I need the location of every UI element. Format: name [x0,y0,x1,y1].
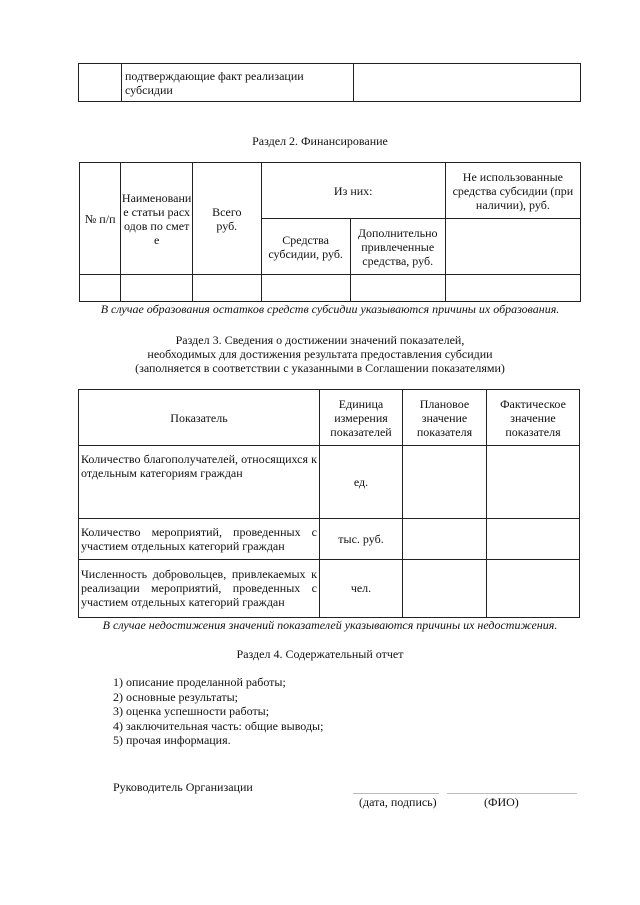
section3-note: В случае недостижения значений показателей указываются причины их недостижения. [102,618,558,632]
header-actual: Фактическое значение показателя [487,390,580,446]
section3-title-line2: необходимых для достижения результата предоставления субсидии [147,347,493,361]
list-item: 2) основные результаты; [113,689,239,704]
header-planned: Плановое значение показателя [403,390,487,446]
indicator-name: Количество благополучателей, относящихся к отдельным категориям граждан [79,446,320,518]
actual-value-cell [487,518,580,559]
table-cell [80,275,121,302]
list-item: 3) оценка успешности работы; [113,704,270,718]
report-contents-list [113,675,323,748]
indicator-unit: чел. [320,559,403,617]
table-cell [445,219,580,275]
table-cell [350,275,445,302]
indicator-unit: ед. [320,446,403,518]
table-cell [261,275,350,302]
header-of-them: Из них: [261,163,445,219]
header-unused-funds: Не использованные средства субсидии (при наличии), руб. [445,163,580,219]
previous-section-table-fragment [78,63,581,102]
header-num: № п/п [80,163,121,275]
fio-caption: (ФИО) [484,795,519,809]
header-unit: Единица измерения показателей [320,390,403,446]
header-additional-funds: Дополнительно привлеченные средства, руб. [350,219,445,275]
table-cell [354,64,581,102]
planned-value-cell [403,559,487,617]
table-cell [445,275,580,302]
fio-line [447,793,577,794]
date-signature-caption: (дата, подпись) [359,795,437,809]
date-signature-line [353,793,439,794]
planned-value-cell [403,446,487,518]
header-subsidy-funds: Средства субсидии, руб. [261,219,350,275]
actual-value-cell [487,559,580,617]
indicators-table [78,389,580,618]
section3-title-line3: (заполняется в соответствии с указанными в Соглашении показателями) [135,361,505,375]
header-expense-name: Наименование статьи расходов по смете [121,163,193,275]
table-cell-text: подтверждающие факт реализации субсидии [122,64,354,102]
header-total: Всего руб. [192,163,261,275]
signature-label: Руководитель Организации [113,780,253,794]
planned-value-cell [403,518,487,559]
header-indicator: Показатель [79,390,320,446]
indicator-unit: тыс. руб. [320,518,403,559]
section4-title: Раздел 4. Содержательный отчет [236,647,404,661]
list-item: 4) заключительная часть: общие выводы; [113,718,324,733]
financing-table [79,162,581,302]
indicator-name: Количество мероприятий, проведенных с участием отдельных категорий граждан [79,518,320,559]
indicator-name: Численность добровольцев, привлекаемых к реализации мероприятий, проведенных с участием отдельных категорий граждан [79,559,320,617]
table-cell [121,275,193,302]
actual-value-cell [487,446,580,518]
table-cell [192,275,261,302]
list-item: 5) прочая информация. [113,733,231,747]
section2-title: Раздел 2. Финансирование [252,134,388,148]
section3-title-line1: Раздел 3. Сведения о достижении значений показателей, [175,333,465,347]
table-cell [79,64,122,102]
list-item: 1) описание проделанной работы; [113,675,286,689]
section2-note: В случае образования остатков средств субсидии указываются причины их образования. [100,302,560,316]
